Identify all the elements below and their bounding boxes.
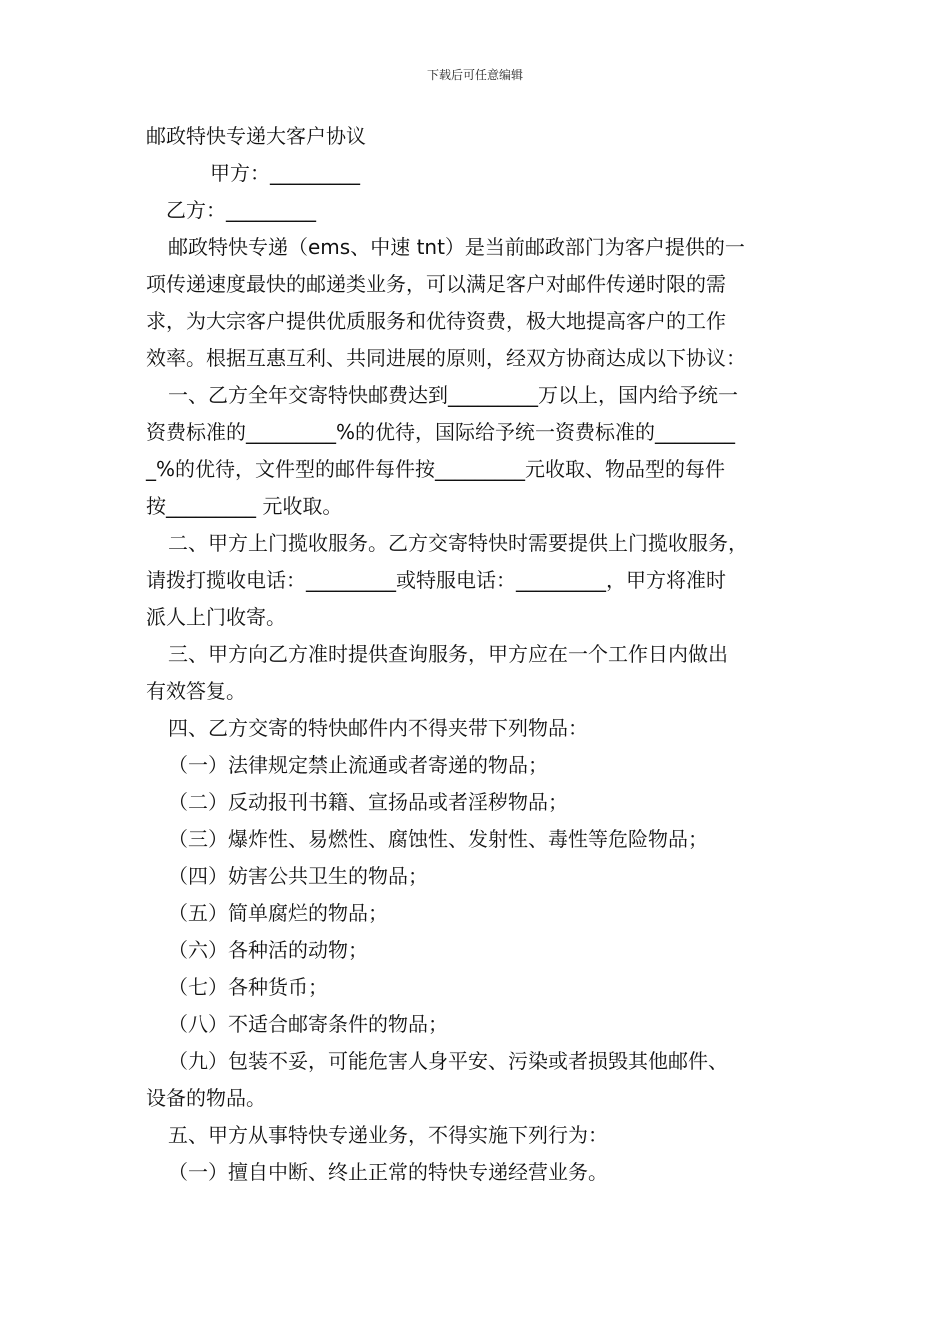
document-title: 邮政特快专递大客户协议 bbox=[146, 124, 366, 148]
document-line: 三、甲方向乙方准时提供查询服务，甲方应在一个工作日内做出 bbox=[168, 642, 728, 666]
document-line: _%的优待，文件型的邮件每件按_________元收取、物品型的每件 bbox=[146, 457, 726, 481]
document-line: 求，为大宗客户提供优质服务和优待资费，极大地提高客户的工作 bbox=[146, 309, 726, 333]
document-line: 甲方：_________ bbox=[210, 161, 360, 185]
document-line: 四、乙方交寄的特快邮件内不得夹带下列物品： bbox=[168, 716, 588, 740]
document-line: 资费标准的_________%的优待，国际给予统一资费标准的________ bbox=[146, 420, 736, 444]
document-line: 邮政特快专递（ems、中速 tnt）是当前邮政部门为客户提供的一 bbox=[168, 235, 745, 259]
document-body bbox=[146, 118, 812, 1191]
document-line: 有效答复。 bbox=[146, 679, 246, 703]
document-line: 乙方：_________ bbox=[166, 198, 316, 222]
document-line: （五）简单腐烂的物品； bbox=[168, 901, 388, 925]
document-line: （七）各种货币； bbox=[168, 975, 328, 999]
document-line: 项传递速度最快的邮递类业务，可以满足客户对邮件传递时限的需 bbox=[146, 272, 726, 296]
page-header: 下载后可任意编辑 bbox=[426, 68, 523, 82]
document-line: （八）不适合邮寄条件的物品； bbox=[168, 1012, 448, 1036]
document-line: 请拨打揽收电话：_________或特服电话：_________，甲方将准时 bbox=[146, 568, 726, 592]
document-line: （九）包装不妥，可能危害人身平安、污染或者损毁其他邮件、 bbox=[168, 1049, 728, 1073]
document-line: 按_________ 元收取。 bbox=[146, 494, 343, 518]
document-line: 效率。根据互惠互利、共同进展的原则，经双方协商达成以下协议： bbox=[146, 346, 746, 370]
document-line: 二、甲方上门揽收服务。乙方交寄特快时需要提供上门揽收服务， bbox=[168, 531, 748, 555]
document-line: 派人上门收寄。 bbox=[146, 605, 286, 629]
document-line: 一、乙方全年交寄特快邮费达到_________万以上，国内给予统一 bbox=[168, 383, 738, 407]
document-line: 设备的物品。 bbox=[146, 1086, 266, 1110]
document-line: （三）爆炸性、易燃性、腐蚀性、发射性、毒性等危险物品； bbox=[168, 827, 708, 851]
document-line: （六）各种活的动物； bbox=[168, 938, 368, 962]
document-line: （四）妨害公共卫生的物品； bbox=[168, 864, 428, 888]
document-line: （一）法律规定禁止流通或者寄递的物品； bbox=[168, 753, 548, 777]
document-line: （一）擅自中断、终止正常的特快专递经营业务。 bbox=[168, 1160, 608, 1184]
document-line: 五、甲方从事特快专递业务，不得实施下列行为： bbox=[168, 1123, 608, 1147]
document-line: （二）反动报刊书籍、宣扬品或者淫秽物品； bbox=[168, 790, 568, 814]
